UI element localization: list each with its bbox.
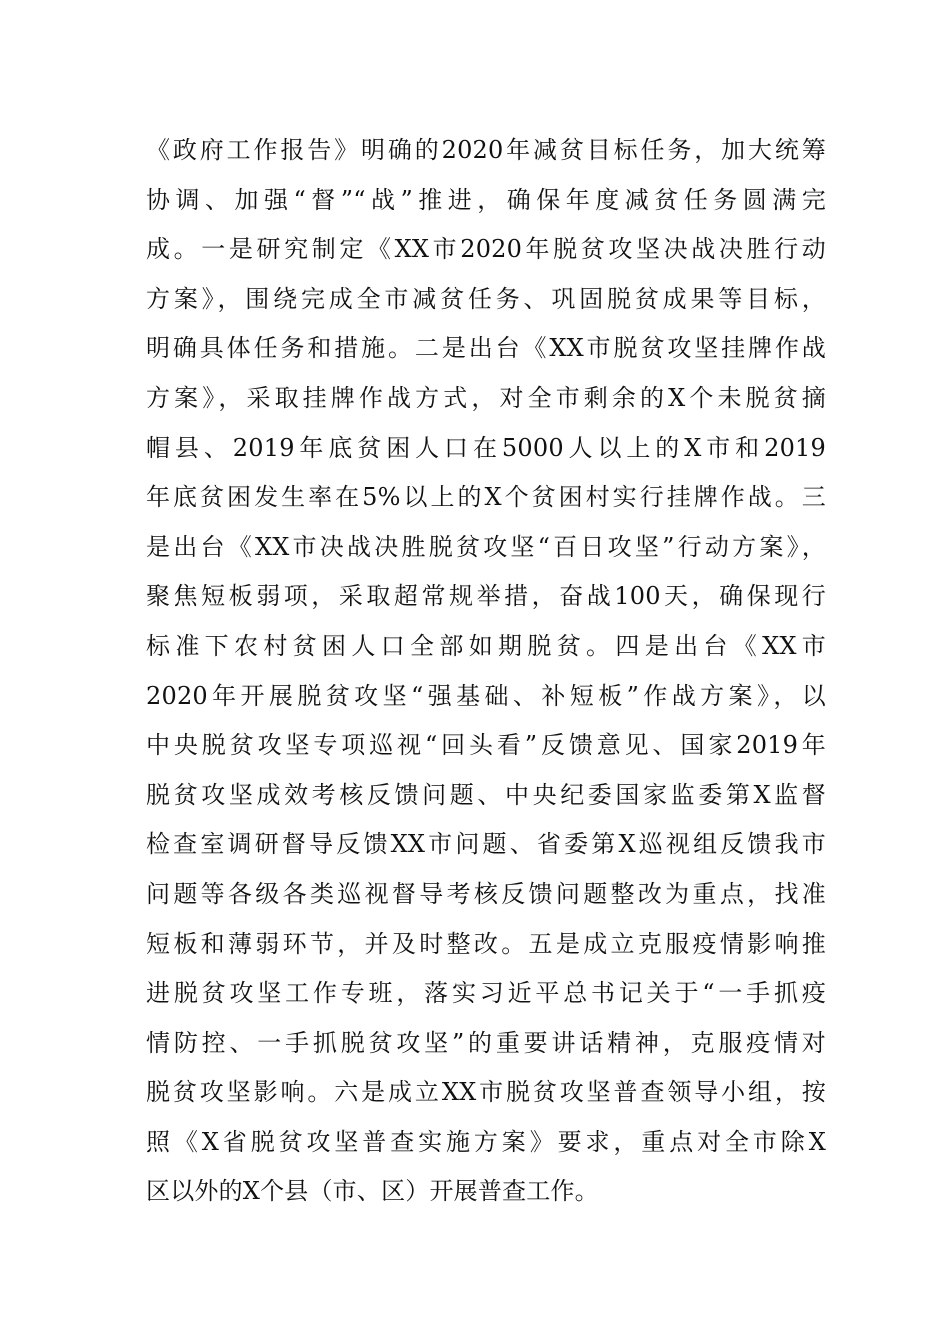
text-line: 成。一是研究制定《XX市2020年脱贫攻坚决战决胜行动 bbox=[146, 235, 826, 264]
text-line: 方案》，采取挂牌作战方式，对全市剩余的X个未脱贫摘 bbox=[146, 383, 826, 412]
text-line: 2020年开展脱贫攻坚“强基础、补短板”作战方案》，以 bbox=[146, 681, 826, 710]
text-line: 协调、加强“督”“战”推进，确保年度减贫任务圆满完 bbox=[146, 185, 826, 214]
text-line: 明确具体任务和措施。二是出台《XX市脱贫攻坚挂牌作战 bbox=[146, 334, 826, 363]
text-line: 照《X省脱贫攻坚普查实施方案》要求，重点对全市除X bbox=[146, 1127, 826, 1156]
text-line: 脱贫攻坚影响。六是成立XX市脱贫攻坚普查领导小组，按 bbox=[146, 1078, 826, 1107]
text-line: 是出台《XX市决战决胜脱贫攻坚“百日攻坚”行动方案》， bbox=[146, 532, 826, 561]
text-line: 进脱贫攻坚工作专班，落实习近平总书记关于“一手抓疫 bbox=[146, 979, 826, 1008]
text-line: 中央脱贫攻坚专项巡视“回头看”反馈意见、国家2019年 bbox=[146, 731, 826, 760]
text-line: 短板和薄弱环节，并及时整改。五是成立克服疫情影响推 bbox=[146, 929, 826, 958]
text-line: 方案》，围绕完成全市减贫任务、巩固脱贫成果等目标， bbox=[146, 284, 826, 313]
text-line: 聚焦短板弱项，采取超常规举措，奋战100天，确保现行 bbox=[146, 582, 826, 611]
text-line: 帽县、2019年底贫困人口在5000人以上的X市和2019 bbox=[146, 433, 826, 462]
text-line: 《政府工作报告》明确的2020年减贫目标任务，加大统筹 bbox=[146, 136, 826, 164]
body-paragraph bbox=[146, 126, 826, 1217]
text-line: 脱贫攻坚成效考核反馈问题、中央纪委国家监委第X监督 bbox=[146, 780, 826, 809]
text-line: 问题等各级各类巡视督导考核反馈问题整改为重点，找准 bbox=[146, 879, 826, 908]
text-line: 标准下农村贫困人口全部如期脱贫。四是出台《XX市 bbox=[146, 631, 826, 660]
text-line: 区以外的X个县（市、区）开展普查工作。 bbox=[146, 1177, 599, 1206]
text-line: 年底贫困发生率在5%以上的X个贫困村实行挂牌作战。三 bbox=[146, 483, 826, 512]
text-line: 检查室调研督导反馈XX市问题、省委第X巡视组反馈我市 bbox=[146, 830, 826, 859]
text-line: 情防控、一手抓脱贫攻坚”的重要讲话精神，克服疫情对 bbox=[146, 1028, 826, 1057]
